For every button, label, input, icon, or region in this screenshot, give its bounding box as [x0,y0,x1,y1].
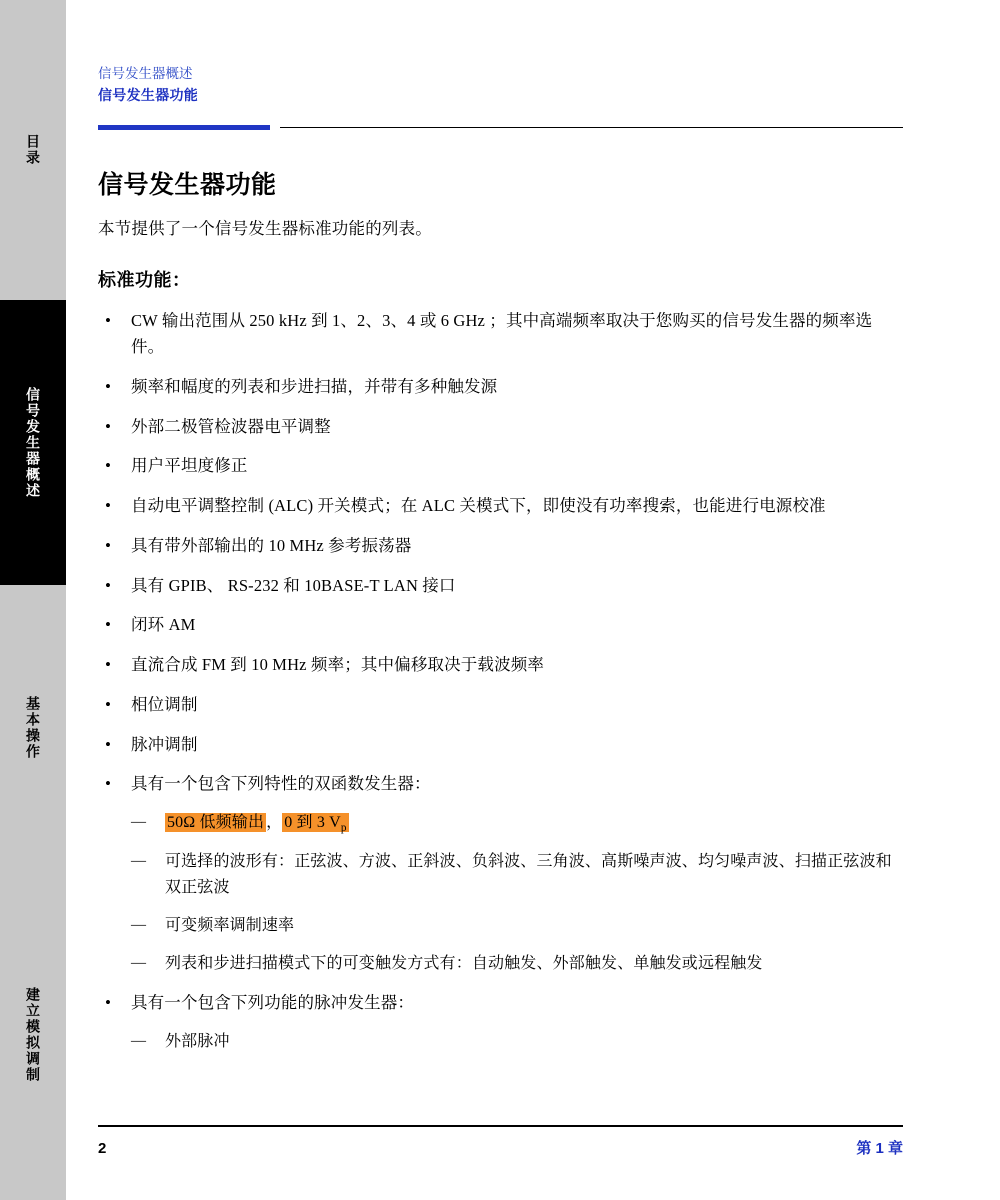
sidebar-item-signal-generator-overview[interactable] [0,300,66,585]
header-divider-line [280,127,903,129]
sidebar-tab-rail [0,0,66,1200]
separator-comma: ， [266,813,283,831]
list-item: • CW 输出范围从 250 kHz 到 1、2、3、4 或 6 GHz ；其中高端频率取决于您购买的信号发生器的频率选件。 [98,308,903,361]
list-item: • 直流合成 FM 到 10 MHz 频率；其中偏移取决于载波频率 [98,652,903,679]
standard-features-list [98,308,903,1055]
list-item: • 脉冲调制 [98,732,903,759]
list-item: — 可选择的波形有：正弦波、方波、正斜波、负斜波、三角波、高斯噪声波、均匀噪声波、扫描正弦波和双正弦波 [131,849,903,901]
chapter-label: 第 1 章 [856,1140,903,1157]
intro-paragraph: 本节提供了一个信号发生器标准功能的列表。 [98,218,432,238]
running-head-section: 信号发生器功能 [98,86,199,103]
page-title: 信号发生器功能 [98,170,277,199]
list-item: — 列表和步进扫描模式下的可变触发方式有：自动触发、外部触发、单触发或远程触发 [131,951,903,977]
list-item-function-generator [98,771,903,977]
list-item: • 具有带外部输出的 10 MHz 参考振荡器 [98,533,903,560]
list-item: — 可变频率调制速率 [131,913,903,939]
list-item: • 用户平坦度修正 [98,453,903,480]
page-footer [98,1125,903,1158]
list-item: • 自动电平调整控制 (ALC) 开关模式；在 ALC 关模式下，即使没有功率搜索，也能进行电源校准 [98,493,903,520]
highlighted-text-lf-output: 50Ω 低频输出 [167,813,265,831]
page-number: 2 [98,1140,107,1157]
page-content [98,0,903,1200]
list-item: • 相位调制 [98,692,903,719]
sidebar-item-label: 目录 [25,134,41,166]
pulse-generator-sublist [131,1029,903,1055]
pulse-generator-lead: 具有一个包含下列功能的脉冲发生器： [131,992,415,1012]
list-item-pulse-generator [98,990,903,1055]
function-generator-sublist [131,810,903,977]
list-item-highlighted [131,810,903,837]
list-item: • 闭环 AM [98,612,903,639]
function-generator-lead: 具有一个包含下列特性的双函数发生器： [131,774,431,794]
running-head-chapter: 信号发生器概述 [98,66,193,81]
sidebar-item-label: 建立模拟调制 [25,987,41,1083]
list-item: • 频率和幅度的列表和步进扫描，并带有多种触发源 [98,374,903,401]
list-item: — 外部脉冲 [131,1029,903,1055]
sidebar-item-label: 基本操作 [25,695,41,760]
voltage-subscript: p [340,822,347,835]
list-item: • 外部二极管检波器电平调整 [98,414,903,441]
sidebar-item-basic-operation[interactable] [0,585,66,870]
footer-divider [98,1125,903,1127]
section-subheading: 标准功能： [98,269,191,290]
footer-row [98,1137,903,1158]
header-divider [98,125,903,139]
sidebar-item-label: 信号发生器概述 [25,386,41,499]
sidebar-item-contents[interactable] [0,0,66,300]
list-item: • 具有 GPIB、 RS-232 和 10BASE-T LAN 接口 [98,573,903,600]
sidebar-item-analog-modulation[interactable] [0,870,66,1200]
highlighted-text-voltage [282,813,348,835]
voltage-value: 0 到 3 V [284,813,341,831]
header-divider-accent [98,125,270,130]
